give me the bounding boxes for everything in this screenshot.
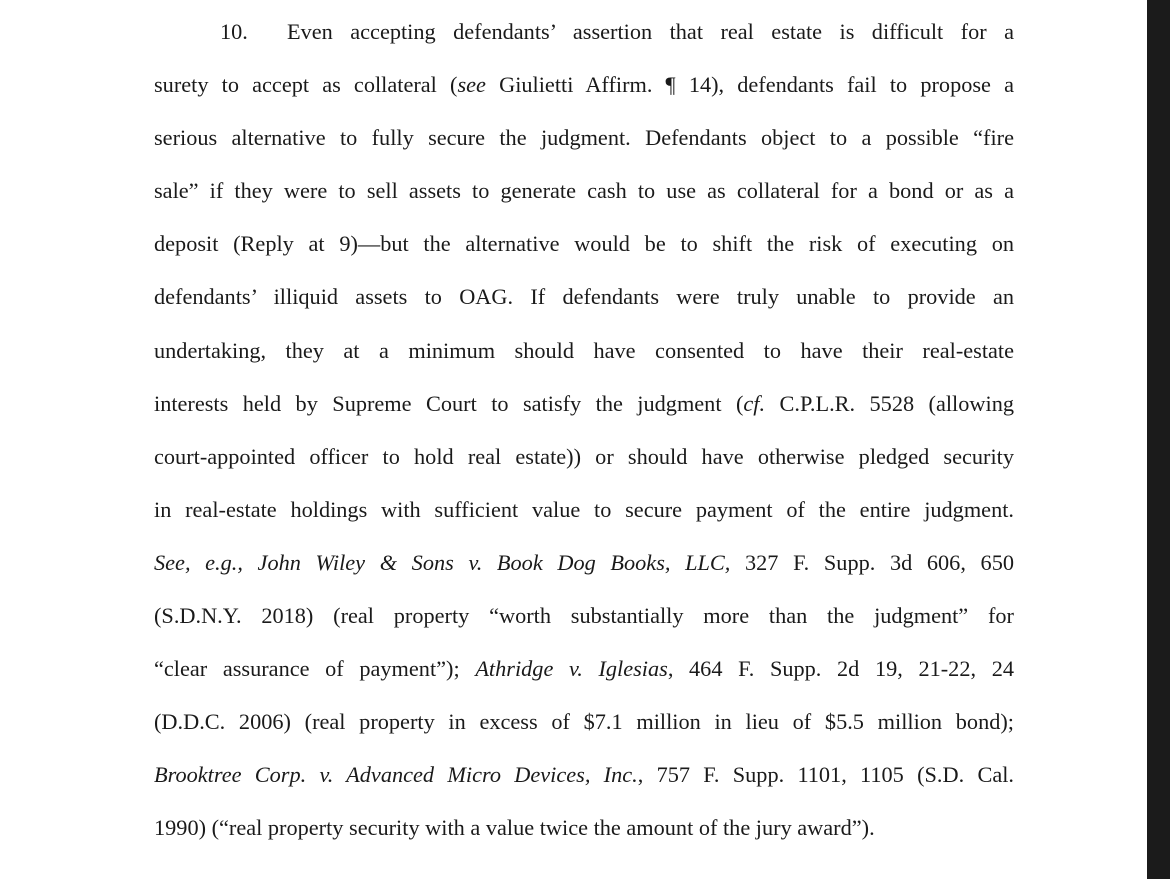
text-run: , 464 F. Supp. 2d 19, 21-22, 24 [667, 656, 1014, 682]
text-run: “clear assurance of payment”); [154, 656, 476, 682]
citation-italic: cf. [743, 390, 766, 416]
text-line [154, 594, 1014, 647]
text-line [154, 10, 1014, 63]
text-run: in real-estate holdings with sufficient value to secure payment of the entire judgment. [154, 496, 1014, 522]
text-run: C.P.L.R. 5528 (allowing [765, 390, 1014, 416]
text-line [154, 435, 1014, 488]
text-run: Giulietti Affirm. ¶ 14), defendants fail to propose a [485, 72, 1014, 98]
text-line [154, 541, 1014, 594]
text-line [154, 169, 1014, 222]
citation-italic: Athridge v. Iglesias [475, 656, 668, 682]
text-run: sale” if they were to sell assets to generate cash to use as collateral for a bond or as a [154, 178, 1014, 204]
text-line [154, 488, 1014, 541]
text-line [154, 275, 1014, 328]
text-run: , 757 F. Supp. 1101, 1105 (S.D. Cal. [637, 762, 1014, 788]
text-run: Even accepting defendants’ assertion that real estate is difficult for a [287, 19, 1014, 44]
text-line [154, 382, 1014, 435]
paragraph-10 [154, 10, 1014, 860]
text-line [154, 753, 1014, 806]
text-run: interests held by Supreme Court to satisfy the judgment ( [154, 390, 744, 416]
text-line [154, 222, 1014, 275]
citation-italic: See, e.g., John Wiley & Sons v. Book Dog Books, LLC, [154, 549, 731, 575]
citation-italic: Brooktree Corp. v. Advanced Micro Devices, Inc. [154, 762, 638, 788]
text-line [154, 329, 1014, 382]
citation-italic: see [457, 72, 486, 98]
paragraph-number: 10. [220, 19, 248, 44]
text-run: (D.D.C. 2006) (real property in excess of $7.1 million in lieu of $5.5 million bond); [154, 709, 1014, 735]
text-run: 327 F. Supp. 3d 606, 650 [730, 549, 1014, 575]
text-line [154, 700, 1014, 753]
text-line [154, 647, 1014, 700]
scrollbar-gutter[interactable] [1147, 0, 1170, 879]
text-run: court-appointed officer to hold real estate)) or should have otherwise pledged security [154, 443, 1014, 469]
text-run: undertaking, they at a minimum should have consented to have their real-estate [154, 337, 1014, 363]
text-run: deposit (Reply at 9)—but the alternative would be to shift the risk of executing on [154, 231, 1014, 257]
text-run: serious alternative to fully secure the judgment. Defendants object to a possible “fire [154, 125, 1014, 151]
text-run: (S.D.N.Y. 2018) (real property “worth substantially more than the judgment” for [154, 603, 1014, 629]
text-line [154, 806, 1014, 859]
text-line [154, 63, 1014, 116]
text-run: defendants’ illiquid assets to OAG. If defendants were truly unable to provide an [154, 284, 1014, 310]
text-run: surety to accept as collateral ( [154, 72, 458, 98]
text-run: 1990) (“real property security with a value twice the amount of the jury award”). [154, 815, 875, 841]
text-line [154, 116, 1014, 169]
